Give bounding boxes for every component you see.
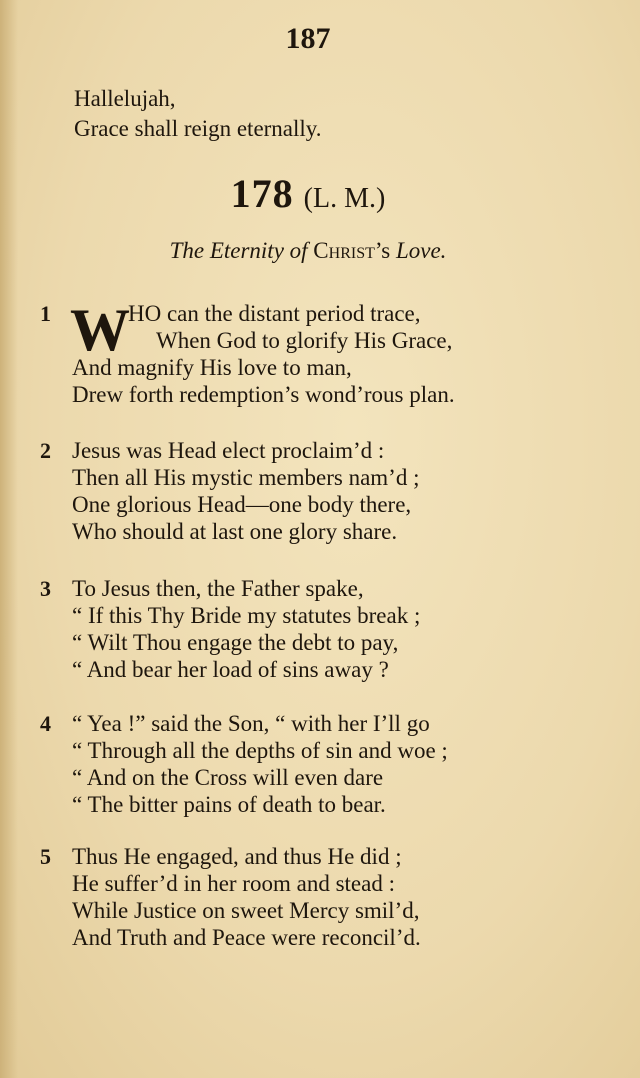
verse-line: While Justice on sweet Mercy smil’d, xyxy=(72,898,420,923)
verse-number: 1 xyxy=(40,301,51,326)
hymn-title-love: Love. xyxy=(395,238,447,263)
hymn-heading xyxy=(0,170,616,217)
verse-line: Thus He engaged, and thus He did ; xyxy=(72,844,402,869)
drop-cap: W xyxy=(70,297,130,363)
hymn-title xyxy=(0,238,616,264)
verse-line: Then all His mystic members nam’d ; xyxy=(72,465,420,490)
verse-line: He suffer’d in her room and stead : xyxy=(72,871,395,896)
verse-line: When God to glorify His Grace, xyxy=(156,328,453,353)
hymn-meter: (L. M.) xyxy=(303,183,386,214)
verse-line: To Jesus then, the Father spake, xyxy=(72,576,364,601)
page-edge-shadow xyxy=(0,0,18,1078)
verse-number: 2 xyxy=(40,438,51,463)
verse-number: 4 xyxy=(40,711,51,736)
hymn-title-christ: Christ xyxy=(313,238,375,263)
verse-line: Drew forth redemption’s wond’rous plan. xyxy=(72,382,455,407)
verse-line: Who should at last one glory share. xyxy=(72,519,398,544)
verse-line: “ And bear her load of sins away ? xyxy=(72,657,389,682)
carry-over-text xyxy=(74,84,322,144)
verse-line: “ The bitter pains of death to bear. xyxy=(72,792,386,817)
verse-line: “ And on the Cross will even dare xyxy=(72,765,384,790)
carry-over-line: Hallelujah, xyxy=(74,86,176,111)
page-number: 187 xyxy=(285,22,331,55)
verse-line: And magnify His love to man, xyxy=(72,355,352,380)
verse-number: 3 xyxy=(40,576,51,601)
verse-line: “ Yea !” said the Son, “ with her I’ll go xyxy=(72,711,430,736)
verse-line: And Truth and Peace were reconcil’d. xyxy=(72,925,421,950)
carry-over-line: Grace shall reign eternally. xyxy=(74,116,322,141)
verse-number: 5 xyxy=(40,844,51,869)
verse-line: “ Through all the depths of sin and woe ; xyxy=(72,738,448,763)
verse-line: “ If this Thy Bride my statutes break ; xyxy=(72,603,421,628)
hymn-number: 178 xyxy=(230,171,294,216)
verse-line: HO can the distant period trace, xyxy=(128,301,421,326)
hymn-title-part: The Eternity of xyxy=(169,238,314,263)
verse-line: Jesus was Head elect proclaim’d : xyxy=(72,438,385,463)
hymn-title-part: ’s xyxy=(374,238,396,263)
verse-line: “ Wilt Thou engage the debt to pay, xyxy=(72,630,399,655)
verse-line: One glorious Head—one body there, xyxy=(72,492,412,517)
